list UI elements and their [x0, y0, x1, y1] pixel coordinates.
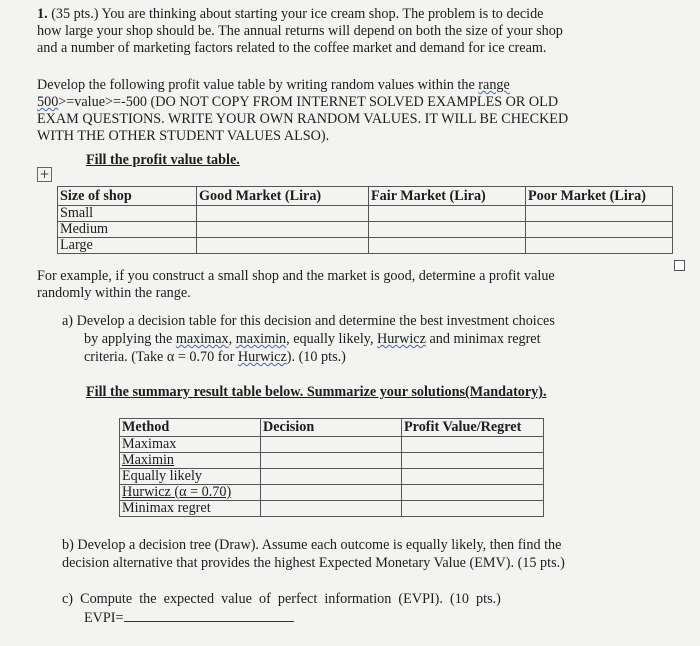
cell-large-fair[interactable]: [369, 238, 526, 254]
cell-small-good[interactable]: [197, 206, 369, 222]
header-method: Method: [120, 419, 261, 437]
row-label-medium: Medium: [58, 222, 197, 238]
table-header-row: [58, 187, 673, 206]
example-line-1: For example, if you construct a small shop and the market is good, determine a profit value: [37, 268, 555, 284]
cell-equally-likely-decision[interactable]: [261, 469, 402, 485]
cell-maximax-value[interactable]: [402, 437, 544, 453]
evpi-answer-blank[interactable]: [124, 609, 294, 622]
cell-minimax-regret-value[interactable]: [402, 501, 544, 517]
instructions-line-2: 500>=value>=-500 (DO NOT COPY FROM INTERNET SOLVED EXAMPLES OR OLD: [37, 94, 559, 110]
table-row: [120, 501, 544, 517]
profit-value-table: [57, 186, 673, 254]
table-row: [58, 238, 673, 254]
method-hurwicz: Hurwicz (α = 0.70): [120, 485, 261, 501]
row-label-small: Small: [58, 206, 197, 222]
cell-medium-poor[interactable]: [526, 222, 673, 238]
summary-table-heading: Fill the summary result table below. Summarize your solutions(Mandatory).: [86, 384, 547, 400]
method-maximax: Maximax: [120, 437, 261, 453]
table-move-handle-icon[interactable]: +: [37, 167, 52, 182]
header-size-of-shop: Size of shop: [58, 187, 197, 206]
evpi-label: EVPI=: [84, 610, 124, 626]
cell-small-poor[interactable]: [526, 206, 673, 222]
question-line-3: and a number of marketing factors related to the coffee market and demand for ice cream.: [37, 40, 547, 56]
part-b-line-1: b) Develop a decision tree (Draw). Assume each outcome is equally likely, then find the: [62, 537, 562, 553]
header-decision: Decision: [261, 419, 402, 437]
table-row: [120, 437, 544, 453]
cell-hurwicz-decision[interactable]: [261, 485, 402, 501]
part-b-line-2: decision alternative that provides the highest Expected Monetary Value (EMV). (15 pts.): [62, 555, 565, 571]
cell-maximin-decision[interactable]: [261, 453, 402, 469]
cell-large-good[interactable]: [197, 238, 369, 254]
method-minimax-regret: Minimax regret: [120, 501, 261, 517]
method-equally-likely: Equally likely: [120, 469, 261, 485]
part-a-line-3: criteria. (Take α = 0.70 for Hurwicz). (10 pts.): [84, 349, 346, 365]
part-c-line-1: c) Compute the expected value of perfect information (EVPI). (10 pts.): [62, 591, 501, 607]
cell-hurwicz-value[interactable]: [402, 485, 544, 501]
question-points: (35 pts.): [51, 6, 99, 22]
part-a-label: a): [62, 313, 74, 329]
range-word: range: [478, 77, 510, 93]
cell-medium-fair[interactable]: [369, 222, 526, 238]
header-profit-value-regret: Profit Value/Regret: [402, 419, 544, 437]
row-label-large: Large: [58, 238, 197, 254]
question-line-2: how large your shop should be. The annual returns will depend on both the size of your shop: [37, 23, 563, 39]
cell-minimax-regret-decision[interactable]: [261, 501, 402, 517]
summary-result-table: [119, 418, 544, 517]
table-row: [58, 222, 673, 238]
cell-maximin-value[interactable]: [402, 453, 544, 469]
table-row: [120, 453, 544, 469]
cell-small-fair[interactable]: [369, 206, 526, 222]
question-number: 1.: [37, 6, 48, 22]
part-a-line-2: by applying the maximax, maximin, equally likely, Hurwicz and minimax regret: [84, 331, 541, 347]
header-fair-market: Fair Market (Lira): [369, 187, 526, 206]
part-c-line-2: [84, 609, 294, 628]
cell-medium-good[interactable]: [197, 222, 369, 238]
instructions-line-3: EXAM QUESTIONS. WRITE YOUR OWN RANDOM VALUES. IT WILL BE CHECKED: [37, 111, 569, 127]
question-line-1: 1. (35 pts.) You are thinking about starting your ice cream shop. The problem is to decide: [37, 6, 544, 22]
part-a-line-1: a) Develop a decision table for this decision and determine the best investment choices: [62, 313, 555, 329]
method-maximin: Maximin: [120, 453, 261, 469]
cell-maximax-decision[interactable]: [261, 437, 402, 453]
cell-large-poor[interactable]: [526, 238, 673, 254]
profit-table-heading: Fill the profit value table.: [86, 152, 240, 168]
header-poor-market: Poor Market (Lira): [526, 187, 673, 206]
cell-equally-likely-value[interactable]: [402, 469, 544, 485]
table-row: [58, 206, 673, 222]
example-line-2: randomly within the range.: [37, 285, 191, 301]
table-row: [120, 485, 544, 501]
table-header-row: [120, 419, 544, 437]
instructions-line-1: Develop the following profit value table by writing random values within the range: [37, 77, 510, 93]
table-resize-handle[interactable]: [674, 260, 685, 271]
header-good-market: Good Market (Lira): [197, 187, 369, 206]
table-row: [120, 469, 544, 485]
instructions-line-4: WITH THE OTHER STUDENT VALUES ALSO).: [37, 128, 330, 144]
